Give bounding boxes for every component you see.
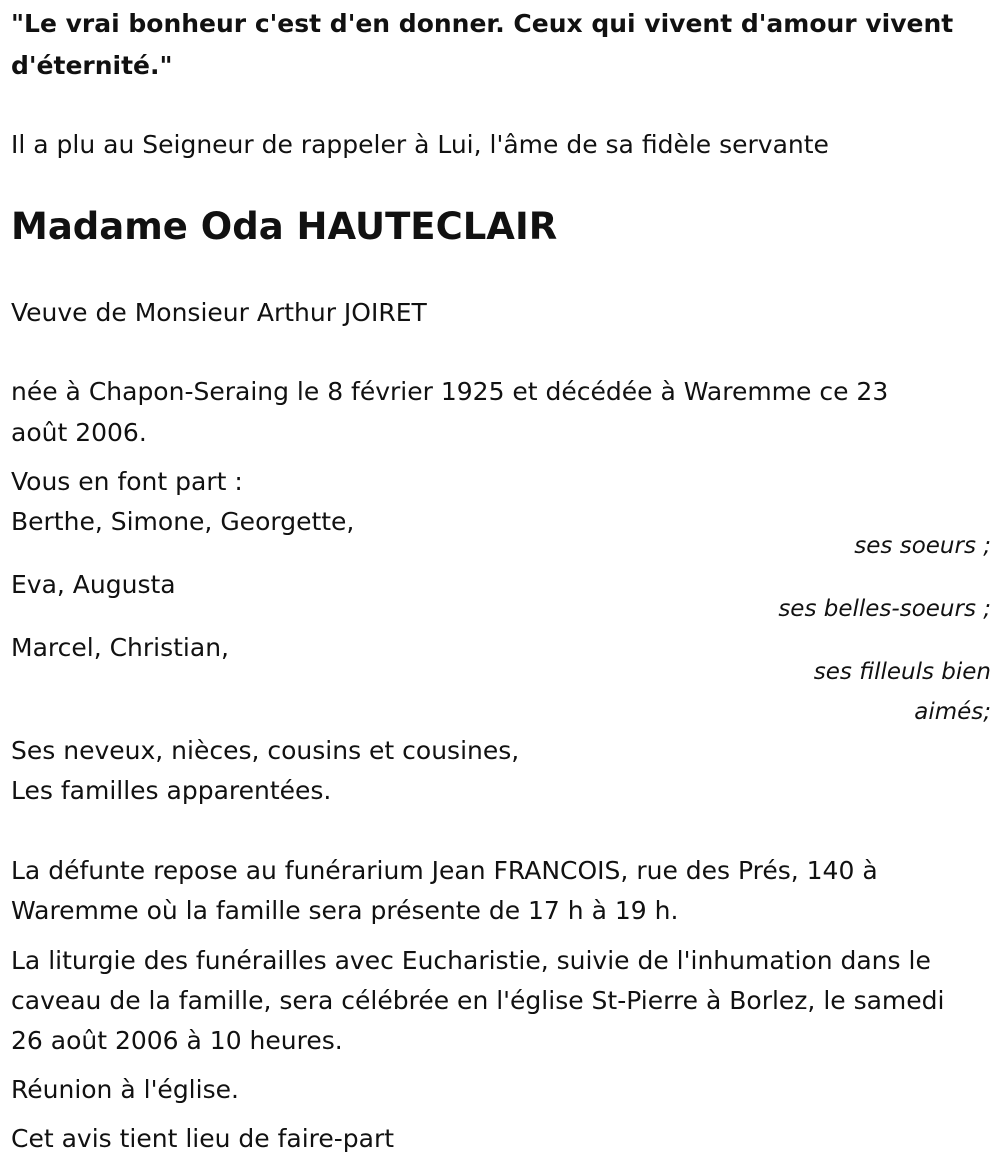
deceased-name: Madame Oda HAUTECLAIR xyxy=(11,205,558,248)
quote-line-2: d'éternité." xyxy=(11,51,173,80)
birth-death-line-2: août 2006. xyxy=(11,418,147,447)
widow-of-text: Veuve de Monsieur Arthur JOIRET xyxy=(11,298,427,327)
relative-relation-sisters: ses soeurs ; xyxy=(854,533,991,559)
others-line-1: Ses neveux, nièces, cousins et cousines, xyxy=(11,736,520,765)
relative-names-godchildren: Marcel, Christian, xyxy=(11,633,229,662)
birth-death-line-1: née à Chapon-Seraing le 8 février 1925 et décédée à Waremme ce 23 xyxy=(11,377,889,406)
liturgy-line-3: 26 août 2006 à 10 heures. xyxy=(11,1026,343,1055)
liturgy-line-1: La liturgie des funérailles avec Eucharistie, suivie de l'inhumation dans le xyxy=(11,946,931,975)
announce-text: Vous en font part : xyxy=(11,467,243,496)
quote-line-1: "Le vrai bonheur c'est d'en donner. Ceux qui vivent d'amour vivent xyxy=(11,9,954,38)
relative-relation-sisters-in-law: ses belles-soeurs ; xyxy=(778,596,991,622)
relative-names-sisters-in-law: Eva, Augusta xyxy=(11,570,176,599)
funerarium-line-2: Waremme où la famille sera présente de 17 h à 19 h. xyxy=(11,896,679,925)
liturgy-line-2: caveau de la famille, sera célébrée en l'église St-Pierre à Borlez, le samedi xyxy=(11,986,945,1015)
relative-relation-godchildren-line-2: aimés; xyxy=(914,699,991,725)
funerarium-line-1: La défunte repose au funérarium Jean FRANCOIS, rue des Prés, 140 à xyxy=(11,856,878,885)
relative-relation-godchildren-line-1: ses filleuls bien xyxy=(813,659,991,685)
intro-text: Il a plu au Seigneur de rappeler à Lui, l'âme de sa fidèle servante xyxy=(11,130,829,159)
meeting-text: Réunion à l'église. xyxy=(11,1075,239,1104)
relative-names-sisters: Berthe, Simone, Georgette, xyxy=(11,507,355,536)
others-line-2: Les familles apparentées. xyxy=(11,776,332,805)
closing-text: Cet avis tient lieu de faire-part xyxy=(11,1124,395,1153)
